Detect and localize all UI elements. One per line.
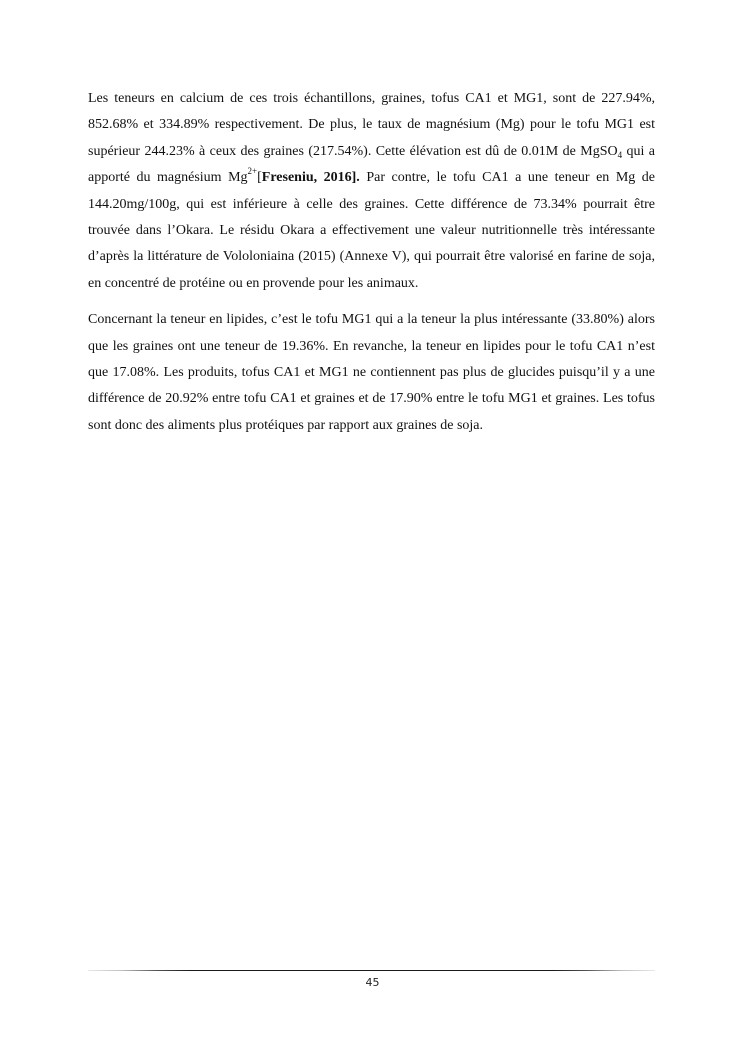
paragraph-lipides: Concernant la teneur en lipides, c’est le tofu MG1 qui a la teneur la plus intéressante (33.80%) alors que les graines ont une teneur de 19.36%. En revanche, la teneur en lipides pour le tofu CA1 n’est que 17.08%. Les produits, tofus CA1 et MG1 ne contiennent pas plus de glucides puisqu’il y a une différence de 20.92% entre tofu CA1 et graines et de 17.90% entre le tofu MG1 et graines. Les tofus sont donc des aliments plus protéiques par rapport aux graines de soja. <box>88 312 655 433</box>
page-number: 45 <box>365 976 380 989</box>
subscript-4: 4 <box>617 149 623 160</box>
body-text <box>88 86 655 439</box>
paragraph-calcium-magnesium <box>88 86 655 297</box>
paragraph-1-text: Par contre, le tofu CA1 a une teneur en Mg de 144.20mg/100g, qui est inférieure à celle des graines. Cette différence de 73.34% pourrait être trouvée dans l’Okara. Le résidu Okara a effectivement une valeur nutritionnelle très intéressante d’après la littérature de Vololoniaina (2015) (Annexe V), qui pourrait être valorisé en farine de soja, en concentré de protéine ou en provende pour les animaux. <box>88 170 656 291</box>
citation-freseniu: Freseniu, 2016]. <box>261 170 360 186</box>
paragraph-1-text: Les teneurs en calcium de ces trois échantillons, graines, tofus CA1 et MG1, sont de 227.94%, 852.68% et 334.89% respectivement. De plus, le taux de magnésium (Mg) pour le tofu MG1 est supérieur 244.23% à ceux des graines (217.54%). Cette élévation est dû de 0.01M de MgSO <box>88 91 655 159</box>
bracket: [ <box>257 170 262 186</box>
footer-divider <box>88 970 655 971</box>
superscript-2plus: 2+ <box>247 166 258 177</box>
paragraph-1-text: qui a apporté du magnésium Mg <box>88 143 655 186</box>
